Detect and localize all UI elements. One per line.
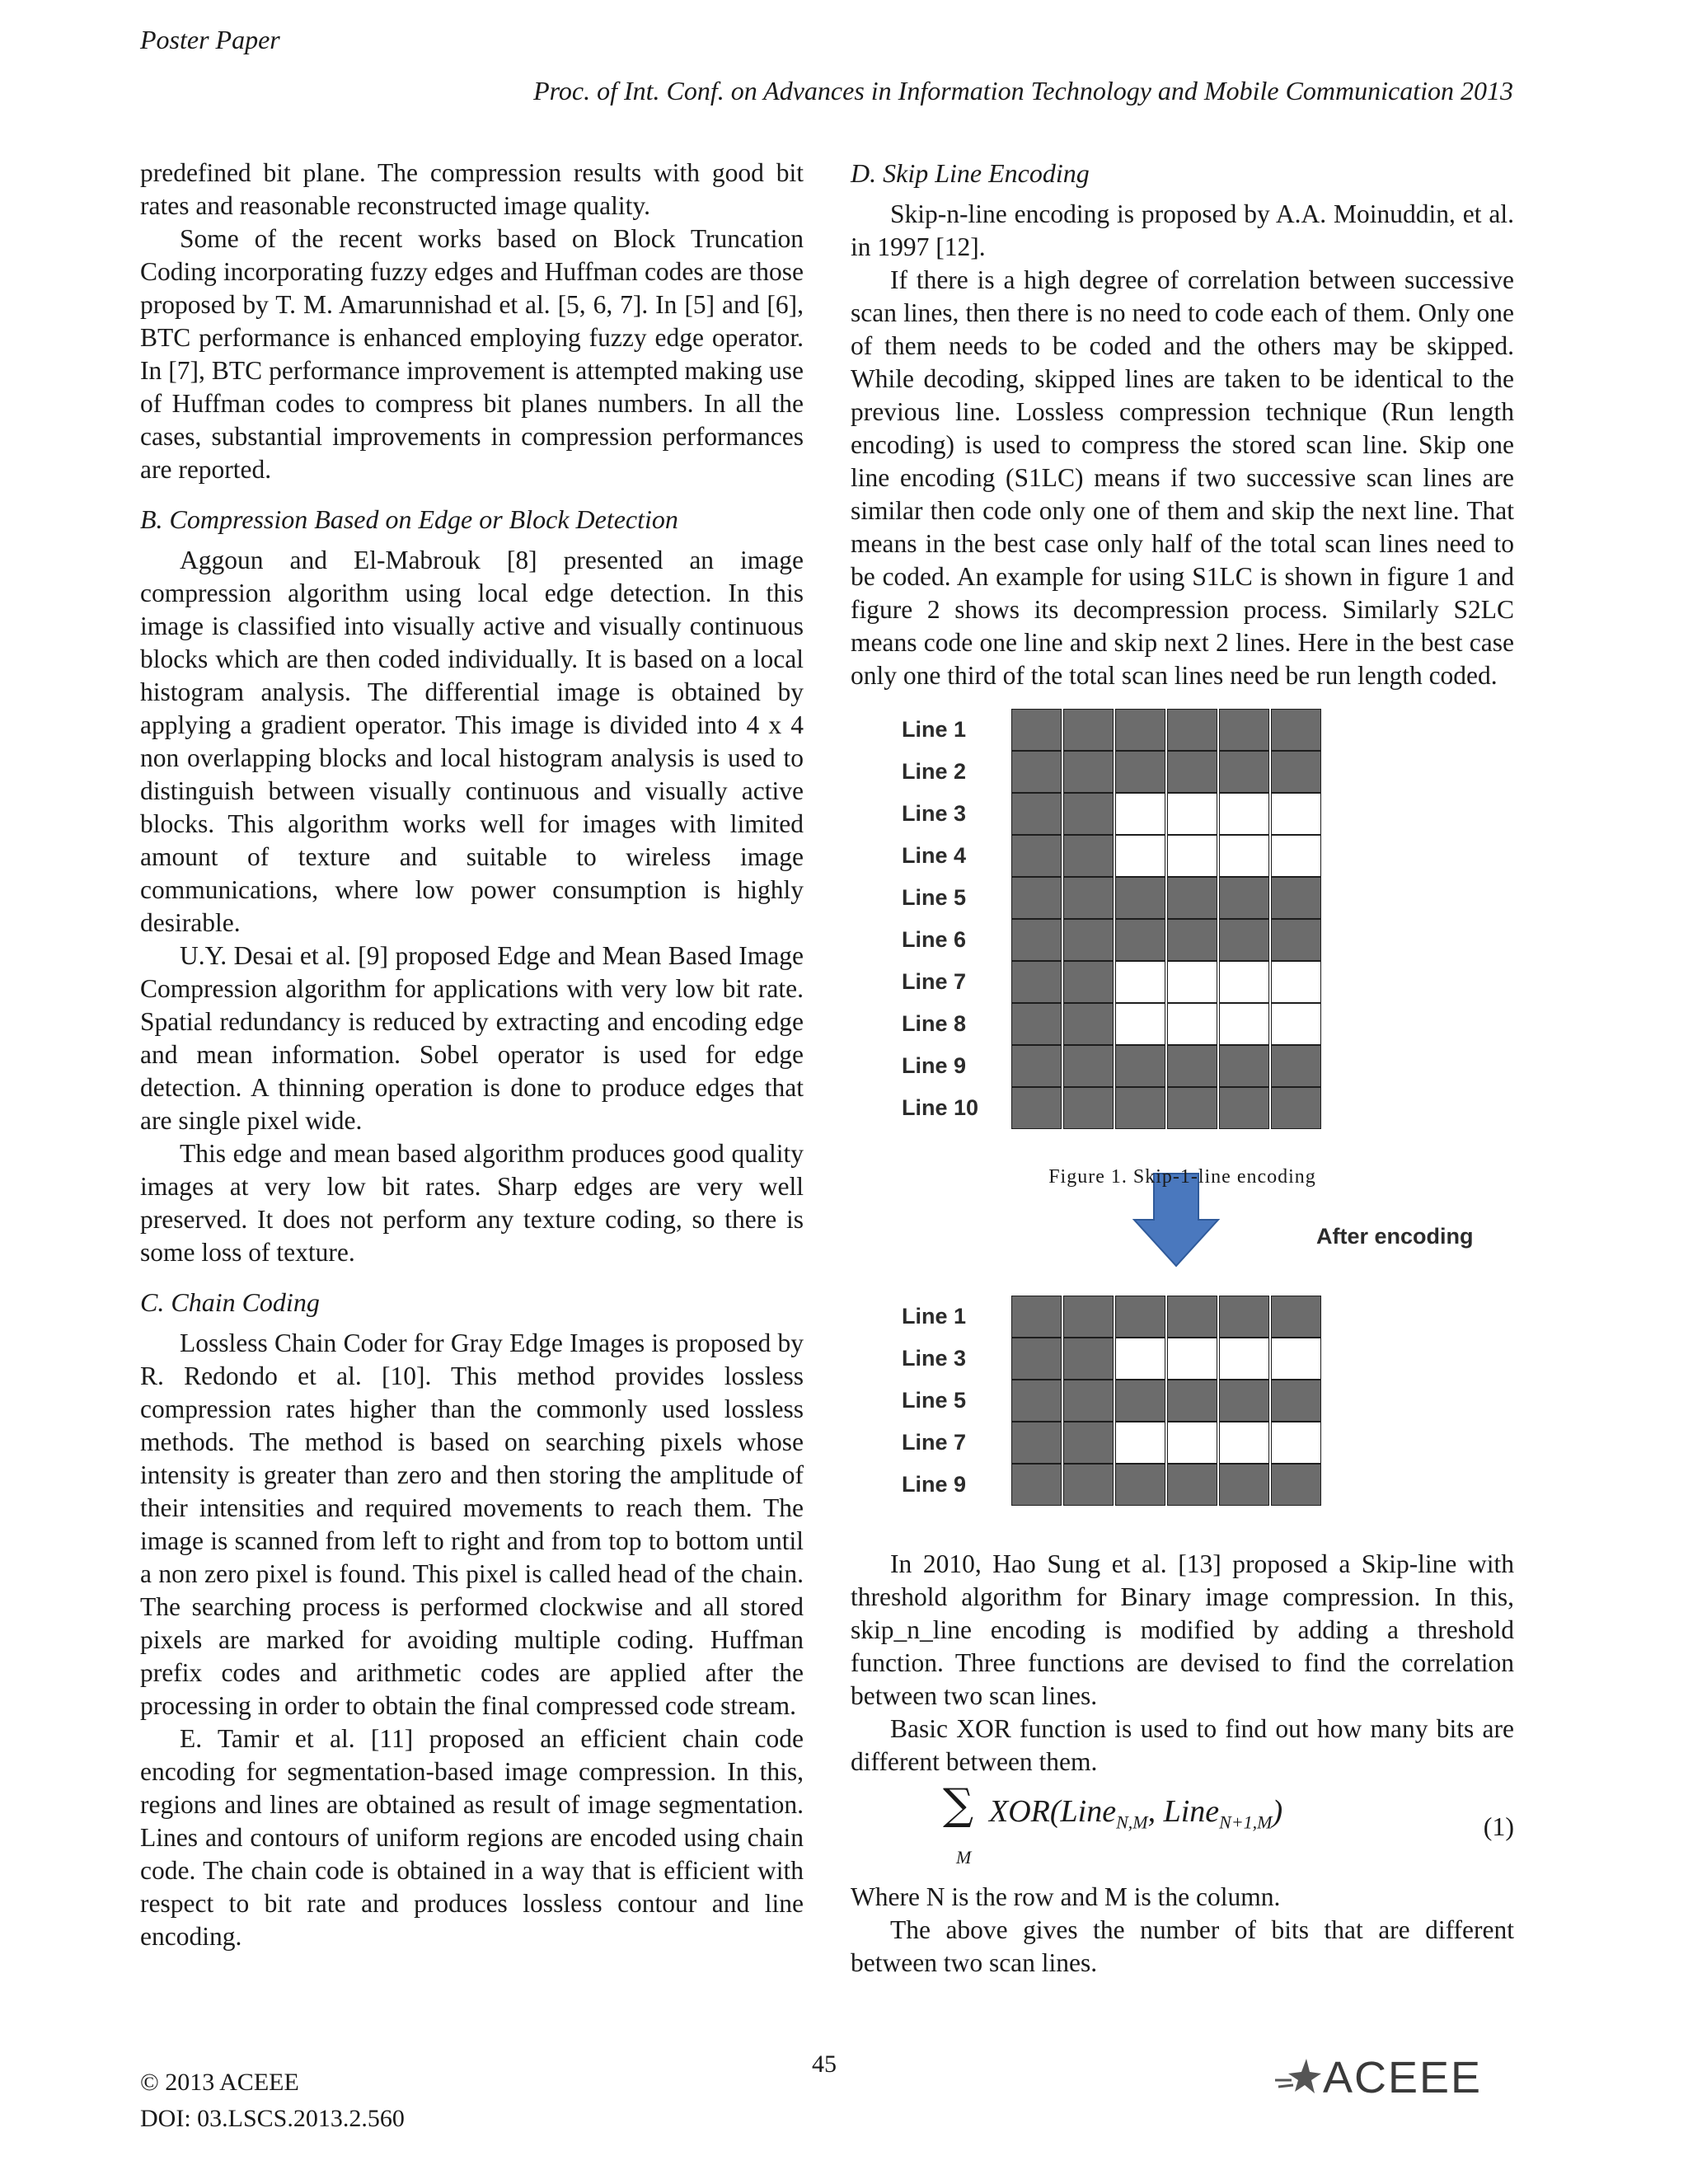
pixel-filled — [1115, 709, 1165, 751]
pixel-filled — [1115, 1087, 1165, 1129]
pixel-empty — [1271, 1422, 1321, 1464]
pixel-filled — [1219, 1296, 1269, 1338]
pixel-filled — [1011, 877, 1062, 919]
logo-text: ACEEE — [1323, 2053, 1483, 2102]
row-label: Line 5 — [902, 885, 967, 910]
pixel-row — [1011, 919, 1323, 961]
paragraph: E. Tamir et al. [11] proposed an efficient chain code encoding for segmentation-based image compression. In this, regions and lines are obtained as result of image segmentation. Lines and contours of uniform regions are encoded using chain code. The chain code is obtained in a way that is efficient with respect to bit rate and produces lossless contour and line encoding. — [140, 1724, 804, 1951]
pixel-filled — [1219, 877, 1269, 919]
row-label: Line 8 — [902, 1011, 967, 1036]
pixel-filled — [1115, 1464, 1165, 1506]
pixel-empty — [1271, 1338, 1321, 1380]
pixel-filled — [1219, 1045, 1269, 1087]
pixel-filled — [1011, 1045, 1062, 1087]
paragraph: In 2010, Hao Sung et al. [13] proposed a Skip-line with threshold algorithm for Binary image compression. In this, skip_n_line encoding is modified by adding a threshold function. Three functions are devised to find the correlation between two scan lines. — [851, 1549, 1514, 1710]
pixel-empty — [1219, 793, 1269, 835]
pixel-row — [1011, 961, 1323, 1003]
pixel-row — [1011, 877, 1323, 919]
pixel-filled — [1011, 709, 1062, 751]
figure-skip-line-encoding — [851, 709, 1514, 1508]
pixel-filled — [1011, 835, 1062, 877]
pixel-empty — [1219, 961, 1269, 1003]
pixel-empty — [1115, 1003, 1165, 1045]
pixel-filled — [1271, 919, 1321, 961]
row-label: Line 10 — [902, 1095, 979, 1120]
pixel-filled — [1167, 919, 1217, 961]
pixel-filled — [1115, 919, 1165, 961]
pixel-row — [1011, 1464, 1323, 1506]
pixel-filled — [1063, 793, 1114, 835]
pixel-filled — [1011, 1380, 1062, 1422]
after-encoding-label: After encoding — [1316, 1224, 1474, 1249]
pixel-empty — [1167, 1003, 1217, 1045]
pixel-empty — [1115, 1422, 1165, 1464]
pixel-filled — [1271, 1296, 1321, 1338]
sum-index: M — [956, 1847, 972, 1868]
pixel-row — [1011, 835, 1323, 877]
pixel-filled — [1011, 751, 1062, 793]
row-label: Line 7 — [902, 1430, 967, 1455]
pixel-filled — [1063, 1422, 1114, 1464]
pixel-empty — [1115, 793, 1165, 835]
pixel-filled — [1063, 751, 1114, 793]
footer-left — [140, 2064, 405, 2137]
pixel-filled — [1167, 1087, 1217, 1129]
pixel-filled — [1219, 751, 1269, 793]
pixel-row — [1011, 1338, 1323, 1380]
doi: DOI: 03.LSCS.2013.2.560 — [140, 2105, 405, 2132]
equation-number: (1) — [1483, 1811, 1514, 1841]
pixel-filled — [1063, 1338, 1114, 1380]
pixel-empty — [1219, 1338, 1269, 1380]
pixel-filled — [1115, 1045, 1165, 1087]
pixel-filled — [1063, 1045, 1114, 1087]
pixel-empty — [1219, 1422, 1269, 1464]
pixel-filled — [1011, 1087, 1062, 1129]
pixel-empty — [1167, 1422, 1217, 1464]
row-label: Line 7 — [902, 969, 967, 994]
pixel-filled — [1063, 1296, 1114, 1338]
row-label: Line 5 — [902, 1388, 967, 1413]
paragraph: Where N is the row and M is the column. — [851, 1882, 1281, 1911]
pixel-row — [1011, 793, 1323, 835]
star-icon — [1273, 2055, 1323, 2100]
pixel-filled — [1167, 1464, 1217, 1506]
pixel-empty — [1271, 1003, 1321, 1045]
section-heading-c: C. Chain Coding — [140, 1287, 320, 1317]
pixel-empty — [1167, 793, 1217, 835]
equation-body: XOR(Line$_{N,M}$, Line$_{N+1,M}$) — [989, 1794, 1283, 1833]
paragraph: Some of the recent works based on Block Truncation Coding incorporating fuzzy edges and Huffman codes are those proposed by T. M. Amarunnishad et al. [5, 6, 7]. In [5] and [6], BTC performance is enhanced employing fuzzy edge operator. In [7], BTC performance improvement is attempted making use of Huffman codes to compress bit planes numbers. In all the cases, substantial improvements in compression performances are reported. — [140, 224, 804, 484]
pixel-filled — [1219, 1464, 1269, 1506]
pixel-empty — [1115, 1338, 1165, 1380]
pixel-filled — [1271, 1380, 1321, 1422]
pixel-filled — [1219, 919, 1269, 961]
pixel-filled — [1167, 751, 1217, 793]
sum-symbol: ∑ — [943, 1780, 974, 1830]
row-label: Line 9 — [902, 1053, 967, 1078]
pixel-row — [1011, 1422, 1323, 1464]
pixel-row — [1011, 751, 1323, 793]
pixel-filled — [1271, 1087, 1321, 1129]
running-header-right: Proc. of Int. Conf. on Advances in Information Technology and Mobile Communication 2013 — [533, 76, 1513, 105]
pixel-filled — [1063, 1380, 1114, 1422]
pixel-filled — [1115, 751, 1165, 793]
pixel-filled — [1011, 1338, 1062, 1380]
paragraph: Lossless Chain Coder for Gray Edge Images is proposed by R. Redondo et al. [10]. This method provides lossless compression rates higher than the commonly used lossless methods. The method is based on searching pixels whose intensity is greater than zero and then storing the amplitude of their intensities and required movements to reach them. The image is scanned from left to right and from top to bottom until a non zero pixel is found. This pixel is called head of the chain. The searching process is performed clockwise and all stored pixels are marked for avoiding multiple coding. Huffman prefix codes and arithmetic codes are applied after the processing in order to obtain the final compressed code stream. — [140, 1329, 804, 1720]
pixel-empty — [1115, 961, 1165, 1003]
left-column — [140, 157, 804, 1953]
pixel-filled — [1011, 793, 1062, 835]
pixel-filled — [1063, 919, 1114, 961]
pixel-filled — [1115, 1296, 1165, 1338]
pixel-filled — [1011, 1296, 1062, 1338]
pixel-filled — [1219, 1087, 1269, 1129]
pixel-filled — [1063, 1003, 1114, 1045]
pixel-filled — [1063, 709, 1114, 751]
paragraph: The above gives the number of bits that are different between two scan lines. — [851, 1915, 1514, 1977]
row-label: Line 2 — [902, 759, 967, 784]
pixel-filled — [1167, 709, 1217, 751]
pixel-row — [1011, 1380, 1323, 1422]
right-column — [851, 157, 1514, 1980]
pixel-filled — [1167, 1045, 1217, 1087]
pixel-filled — [1063, 961, 1114, 1003]
pixel-filled — [1115, 877, 1165, 919]
pixel-filled — [1219, 709, 1269, 751]
pixel-empty — [1167, 835, 1217, 877]
paragraph: This edge and mean based algorithm produces good quality images at very low bit rates. Sharp edges are very well preserved. It does not perform any texture coding, so there is some loss of texture. — [140, 1139, 804, 1267]
page-number: 45 — [812, 2050, 837, 2078]
pixel-filled — [1167, 1380, 1217, 1422]
row-label: Line 3 — [902, 1346, 967, 1371]
pixel-filled — [1271, 877, 1321, 919]
row-label: Line 9 — [902, 1472, 967, 1497]
paragraph: Basic XOR function is used to find out how many bits are different between them. — [851, 1714, 1514, 1776]
pixel-empty — [1271, 793, 1321, 835]
pixel-empty — [1167, 1338, 1217, 1380]
row-label: Line 1 — [902, 1304, 967, 1329]
pixel-row — [1011, 1087, 1323, 1129]
publisher-logo — [1273, 2052, 1482, 2103]
figure-caption: Figure 1. Skip-1-line encoding — [1048, 1166, 1316, 1188]
paragraph: If there is a high degree of correlation between successive scan lines, then there is no need to code each of them. Only one of them needs to be coded and the others may be skipped. While decoding, skipped lines are taken to be identical to the previous line. Lossless compression technique (Run length encoding) is used to compress the stored scan line. Skip one line encoding (S1LC) means if two successive scan lines are similar then code only one of them and skip the next line. That means in the best case only half of the total scan lines need to be coded. An example for using S1LC is shown in figure 1 and figure 2 shows its decompression process. Similarly S2LC means code one line and skip next 2 lines. Here in the best case only one third of the total scan lines need be run length coded. — [851, 265, 1514, 690]
running-header-left: Poster Paper — [140, 25, 280, 54]
equation-1 — [851, 1780, 1514, 1876]
pixel-filled — [1011, 1003, 1062, 1045]
pixel-filled — [1271, 1464, 1321, 1506]
pixel-filled — [1011, 1464, 1062, 1506]
pixel-filled — [1115, 1380, 1165, 1422]
row-label: Line 6 — [902, 927, 967, 952]
pixel-filled — [1219, 1380, 1269, 1422]
pixel-filled — [1167, 1296, 1217, 1338]
pixel-empty — [1219, 835, 1269, 877]
pixel-row — [1011, 1045, 1323, 1087]
paragraph: Skip-n-line encoding is proposed by A.A. Moinuddin, et al. in 1997 [12]. — [851, 199, 1514, 261]
pixel-empty — [1271, 961, 1321, 1003]
pixel-empty — [1115, 835, 1165, 877]
pixel-empty — [1167, 961, 1217, 1003]
pixel-filled — [1063, 1464, 1114, 1506]
pixel-filled — [1063, 1087, 1114, 1129]
pixel-row — [1011, 1003, 1323, 1045]
paragraph: predefined bit plane. The compression results with good bit rates and reasonable reconstructed image quality. — [140, 158, 804, 220]
section-heading-d: D. Skip Line Encoding — [851, 158, 1090, 188]
pixel-empty — [1219, 1003, 1269, 1045]
paragraph: U.Y. Desai et al. [9] proposed Edge and Mean Based Image Compression algorithm for applications with very low bit rate. Spatial redundancy is reduced by extracting and encoding edge and mean information. Sobel operator is used for edge detection. A thinning operation is done to produce edges that are single pixel wide. — [140, 941, 804, 1135]
section-heading-b: B. Compression Based on Edge or Block Detection — [140, 504, 678, 534]
pixel-filled — [1011, 919, 1062, 961]
paragraph: Aggoun and El-Mabrouk [8] presented an image compression algorithm using local edge detection. In this image is classified into visually active and visually continuous blocks which are then coded individually. It is based on a local histogram analysis. The differential image is obtained by applying a gradient operator. This image is divided into 4 x 4 non overlapping blocks and local histogram analysis is used to distinguish between visually continuous and visually active blocks. This algorithm works well for images with limited amount of texture and suitable to wireless image communications, where low power consumption is highly desirable. — [140, 546, 804, 937]
pixel-grid — [1011, 709, 1323, 1129]
pixel-filled — [1011, 961, 1062, 1003]
pixel-filled — [1011, 1422, 1062, 1464]
row-label: Line 1 — [902, 717, 967, 742]
copyright: © 2013 ACEEE — [140, 2069, 299, 2096]
row-label: Line 4 — [902, 843, 967, 868]
pixel-grid — [1011, 1296, 1323, 1506]
pixel-row — [1011, 709, 1323, 751]
pixel-filled — [1271, 709, 1321, 751]
pixel-filled — [1167, 877, 1217, 919]
pixel-empty — [1271, 835, 1321, 877]
pixel-filled — [1063, 877, 1114, 919]
row-label: Line 3 — [902, 801, 967, 826]
pixel-row — [1011, 1296, 1323, 1338]
pixel-filled — [1271, 1045, 1321, 1087]
pixel-filled — [1063, 835, 1114, 877]
pixel-filled — [1271, 751, 1321, 793]
